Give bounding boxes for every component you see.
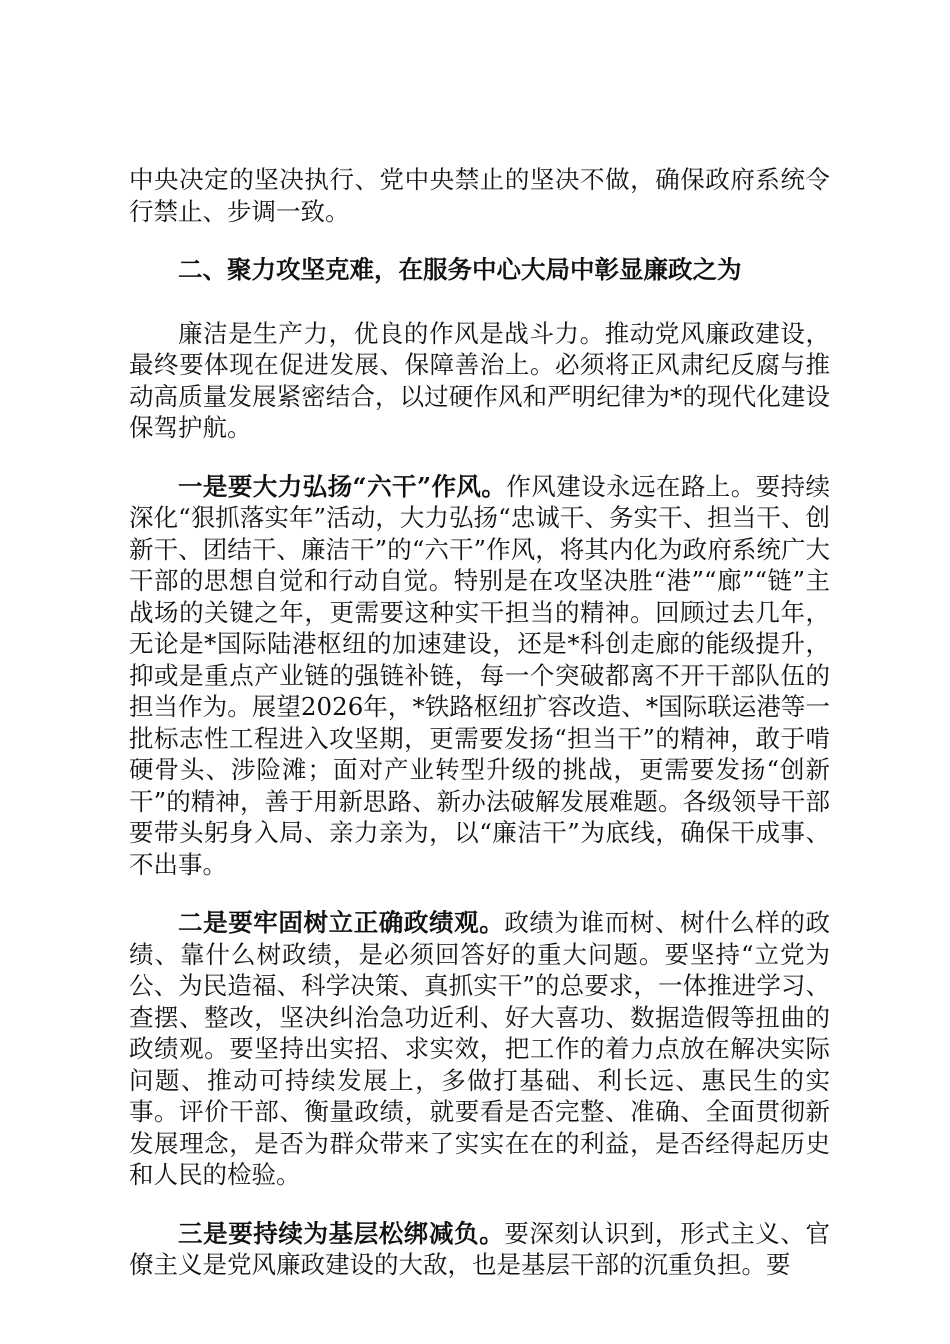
document-body: [129, 164, 830, 1308]
point-2-body: 政绩为谁而树、树什么样的政绩、靠什么树政绩，是必须回答好的重大问题。要坚持“立党为公、为民造福、科学决策、真抓实干”的总要求，一体推进学习、查摆、整改，坚决纠治急功近利、好大喜功、数据造假等扭曲的政绩观。要坚持出实招、求实效，把工作的着力点放在解决实际问题、推动可持续发展上，多做打基础、利长远、惠民生的实事。评价干部、衡量政绩，就要看是否完整、准确、全面贯彻新发展理念，是否为群众带来了实实在在的利益，是否经得起历史和人民的检验。: [129, 908, 831, 1189]
paragraph-intro: 廉洁是生产力，优良的作风是战斗力。推动党风廉政建设，最终要体现在促进发展、保障善治上。必须将正风肃纪反腐与推动高质量发展紧密结合，以过硬作风和严明纪律为*的现代化建设保驾护航。: [129, 318, 830, 442]
paragraph-point-1: [129, 471, 830, 881]
point-1-lead: 一是要大力弘扬“六干”作风。: [178, 471, 507, 501]
point-3-body: 要深刻认识到，形式主义、官僚主义是党风廉政建设的大敌，也是基层干部的沉重负担。要: [129, 1218, 831, 1279]
paragraph-continuation: 中央决定的坚决执行、党中央禁止的坚决不做，确保政府系统令行禁止、步调一致。: [129, 165, 830, 226]
section-heading: 二、聚力攻坚克难，在服务中心大局中彰显廉政之为: [178, 255, 742, 284]
paragraph-point-3: [129, 1218, 830, 1281]
paragraph-point-2: [129, 907, 830, 1191]
point-3-lead: 三是要持续为基层松绑减负。: [178, 1218, 505, 1248]
point-2-lead: 二是要牢固树立正确政绩观。: [178, 908, 505, 937]
point-1-body: 作风建设永远在路上。要持续深化“狠抓落实年”活动，大力弘扬“忠诚干、务实干、担当干、创新干、团结干、廉洁干”的“六干”作风，将其内化为政府系统广大干部的思想自觉和行动自觉。特别是在攻坚决胜“港”“廊”“链”主战场的关键之年，更需要这种实干担当的精神。回顾过去几年，无论是*国际陆港枢纽的加速建设，还是*科创走廊的能级提升，抑或是重点产业链的强链补链，每一个突破都离不开干部队伍的担当作为。展望2026年，*铁路枢纽扩容改造、*国际联运港等一批标志性工程进入攻坚期，更需要发扬“担当干”的精神，敢于啃硬骨头、涉险滩；面对产业转型升级的挑战，更需要发扬“创新干”的精神，善于用新思路、新办法破解发展难题。各级领导干部要带头躬身入局、亲力亲为，以“廉洁干”为底线，确保干成事、不出事。: [129, 471, 831, 879]
